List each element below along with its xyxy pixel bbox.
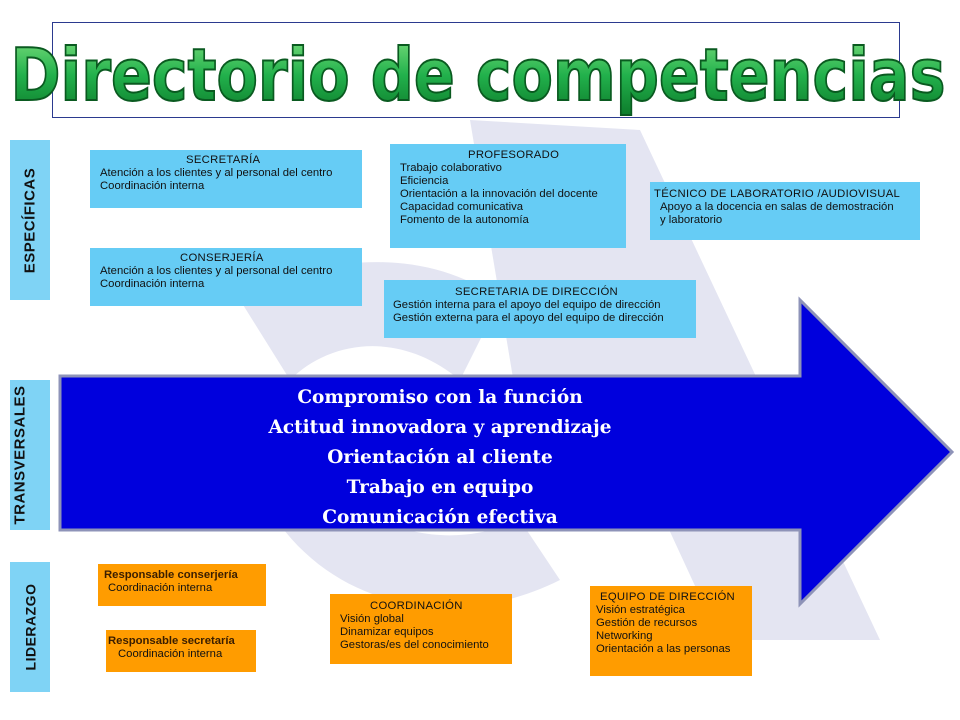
box-equipo-direccion (590, 586, 752, 676)
box-equipo-direccion-line-4: Orientación a las personas (596, 643, 731, 655)
transversal-item: Orientación al cliente (327, 447, 553, 468)
box-secretaria-direccion-header: SECRETARIA DE DIRECCIÓN (455, 286, 618, 298)
box-resp-conserjeria-line-1: Coordinación interna (108, 582, 213, 594)
box-equipo-direccion-header: EQUIPO DE DIRECCIÓN (600, 591, 736, 603)
box-coordinacion-line-3: Gestoras/es del conocimiento (340, 639, 489, 651)
box-resp-secretaria-line-1: Coordinación interna (118, 648, 223, 660)
box-secretaria-line-2: Coordinación interna (100, 180, 205, 192)
box-profesorado-line-1: Trabajo colaborativo (400, 162, 502, 174)
box-resp-secretaria-header: Responsable secretaría (108, 635, 235, 647)
box-coordinacion-line-2: Dinamizar equipos (340, 626, 434, 638)
box-coordinacion-header: COORDINACIÓN (370, 600, 463, 612)
box-secretaria-direccion-line-1: Gestión interna para el apoyo del equipo de dirección (393, 299, 661, 311)
box-profesorado-line-5: Fomento de la autonomía (400, 214, 529, 226)
box-profesorado-line-2: Eficiencia (400, 175, 449, 187)
box-secretaria-line-1: Atención a los clientes y al personal del centro (100, 167, 333, 179)
box-equipo-direccion-line-3: Networking (596, 630, 653, 642)
box-coordinacion-line-1: Visión global (340, 613, 404, 625)
box-coordinacion (330, 594, 512, 664)
box-resp-conserjeria-header: Responsable conserjería (104, 569, 238, 581)
box-conserjeria-header: CONSERJERÍA (180, 252, 264, 264)
box-resp-conserjeria (98, 564, 266, 606)
page-title: Directorio de competencias (10, 33, 946, 117)
label-liderazgo-text: LIDERAZGO (22, 583, 39, 671)
box-profesorado-header: PROFESORADO (468, 149, 560, 161)
box-conserjeria-line-1: Atención a los clientes y al personal del centro (100, 265, 333, 277)
box-secretaria-header: SECRETARÍA (186, 154, 261, 166)
transversal-item: Trabajo en equipo (346, 477, 534, 498)
box-tecnico-line-2: y laboratorio (660, 214, 723, 226)
box-profesorado-line-3: Orientación a la innovación del docente (400, 188, 598, 200)
box-profesorado-line-4: Capacidad comunicativa (400, 201, 524, 213)
label-transversales-text: TRANSVERSALES (12, 385, 29, 525)
transversal-item: Actitud innovadora y aprendizaje (268, 417, 612, 438)
box-equipo-direccion-line-2: Gestión de recursos (596, 617, 698, 629)
transversal-list (60, 383, 820, 533)
box-tecnico-header: TÉCNICO DE LABORATORIO /AUDIOVISUAL (654, 188, 901, 200)
box-conserjeria-line-2: Coordinación interna (100, 278, 205, 290)
transversal-item: Compromiso con la función (297, 387, 583, 408)
transversal-item: Comunicación efectiva (322, 507, 558, 528)
label-especificas-text: ESPECÍFICAS (21, 167, 39, 273)
box-equipo-direccion-line-1: Visión estratégica (596, 604, 685, 616)
box-resp-secretaria (106, 630, 256, 672)
box-tecnico-line-1: Apoyo a la docencia en salas de demostración (660, 201, 894, 213)
box-secretaria-direccion-line-2: Gestión externa para el apoyo del equipo de dirección (393, 312, 664, 324)
